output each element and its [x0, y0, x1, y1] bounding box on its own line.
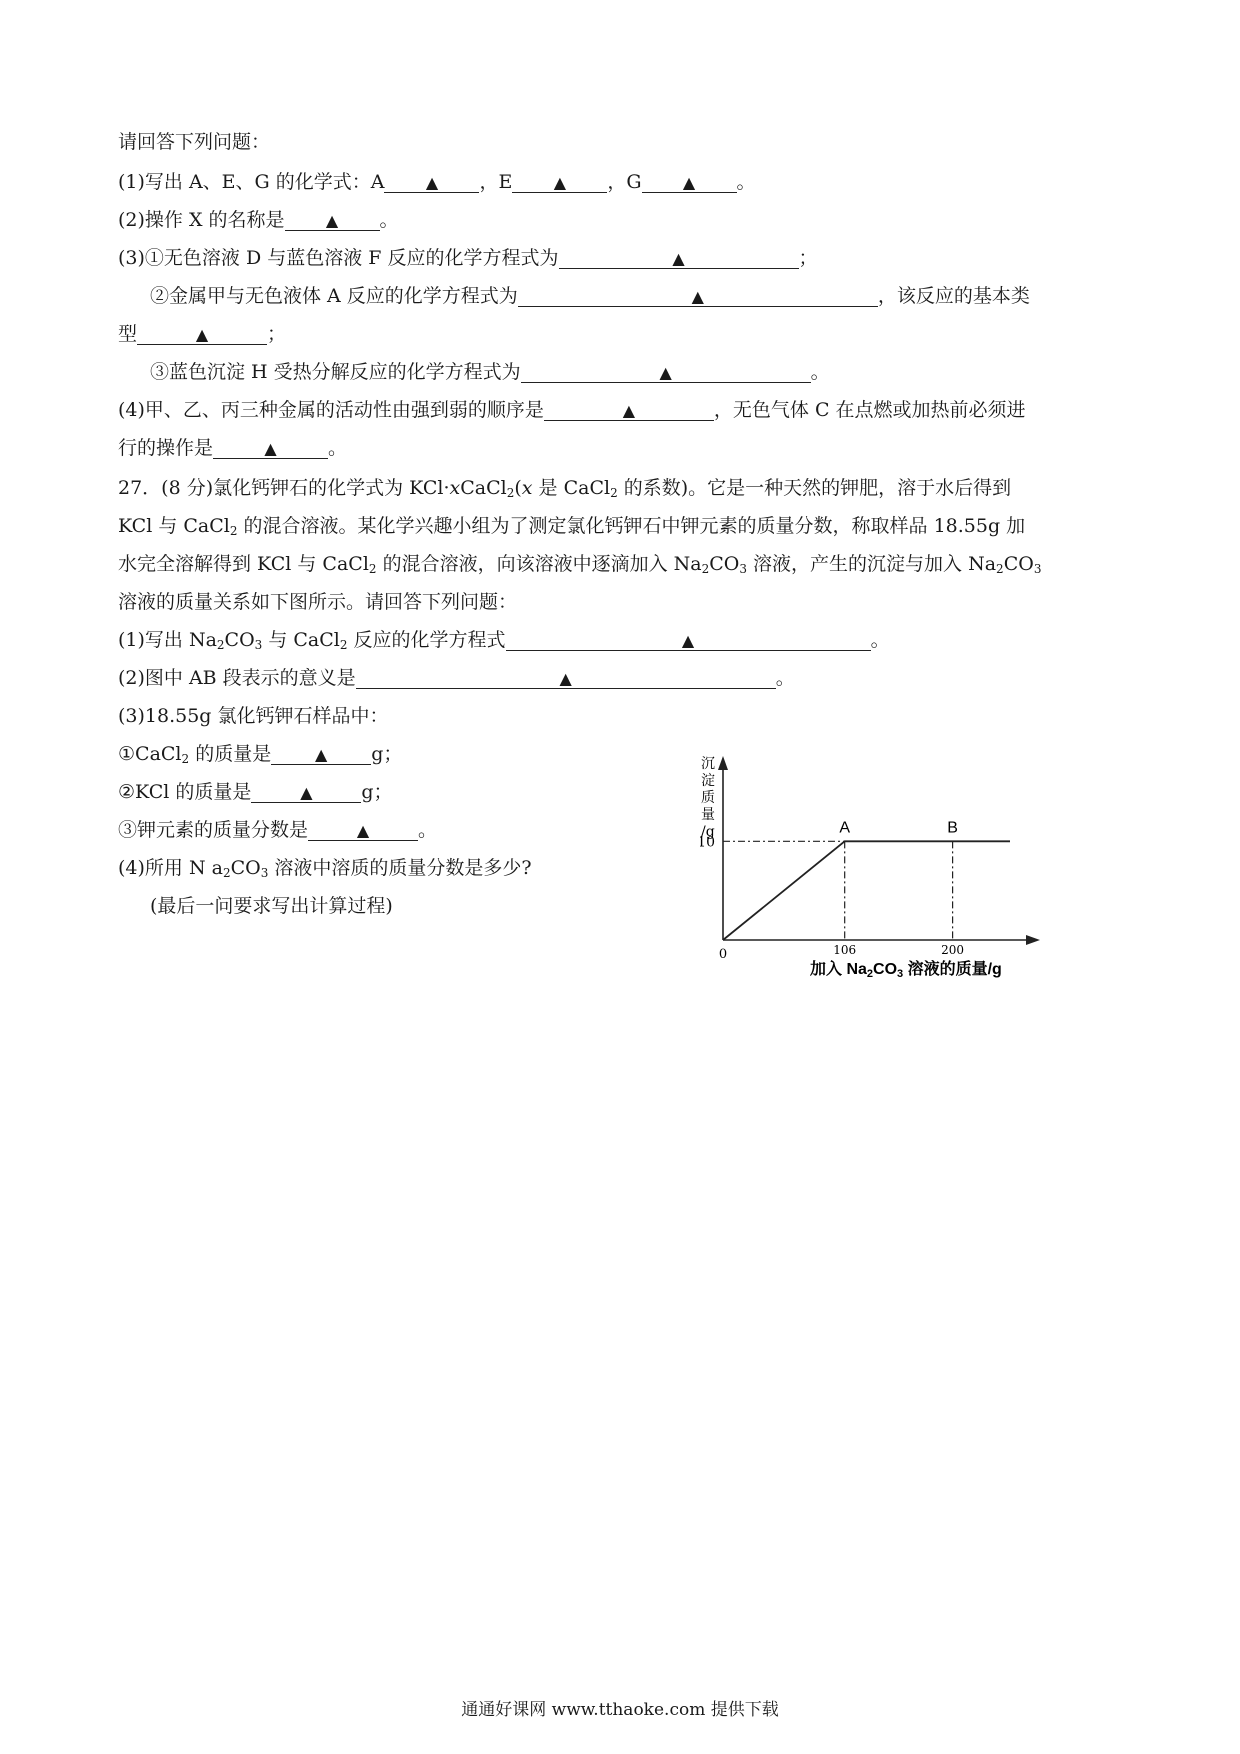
precipitate-mass-chart	[700, 752, 1050, 987]
y-axis-label-char: 量	[701, 807, 715, 823]
y-axis-label-char: 沉	[701, 756, 715, 772]
q27-part1: (1)写出 $Na_2CO_3$ 与 CaCl$_2$ 反应的化学方程式 ▲ 。	[118, 629, 890, 652]
y-tick-label-10: 10	[700, 834, 715, 851]
answer-blank[interactable]: ▲	[356, 666, 776, 689]
y-axis-label	[701, 756, 715, 840]
point-label-b: B	[947, 819, 958, 837]
q26-intro: 请回答下列问题：	[118, 131, 271, 153]
q26-part2: (2)操作 X 的名称是 ▲ 。	[118, 209, 399, 231]
q26-part3-1: (3)①无色溶液 D 与蓝色溶液 F 反应的化学方程式为 ▲ ；	[118, 247, 818, 269]
answer-blank[interactable]: ▲	[521, 360, 811, 383]
answer-blank[interactable]: ▲	[285, 208, 380, 231]
answer-blank[interactable]: ▲	[544, 398, 714, 421]
q27-part4: (4)所用 N $a_2CO_3$ 溶液中溶质的质量分数是多少?	[118, 857, 532, 880]
q26-part3-3: ③蓝色沉淀 H 受热分解反应的化学方程式为 ▲ 。	[150, 361, 830, 383]
q27-stem-line1: 27．(8 分)氯化钙钾石的化学式为 KCl·xCaCl$_2$(x 是 CaCl$_2$ 的系数)。它是一种天然的钾肥，溶于水后得到	[118, 477, 1012, 500]
q27-calc-note: (最后一问要求写出计算过程)	[150, 895, 393, 917]
answer-blank[interactable]: ▲	[271, 742, 371, 765]
answer-blank[interactable]: ▲	[137, 322, 267, 345]
answer-blank[interactable]: ▲	[506, 628, 871, 651]
x-axis-label: 加入 Na2CO3 溶液的质量/g	[810, 961, 1002, 980]
q26-part1: (1)写出 A、E、G 的化学式：A ▲ ，E ▲ ，G ▲ 。	[118, 171, 756, 193]
x-axis-arrow	[1026, 935, 1040, 945]
q27-part3-2: ②KCl 的质量是 ▲ g；	[118, 781, 393, 803]
q26-part4: (4)甲、乙、丙三种金属的活动性由强到弱的顺序是 ▲ ，无色气体 C 在点燃或加热前必须进	[118, 399, 1026, 421]
q26-part4b: 行的操作是 ▲ 。	[118, 437, 348, 459]
page-footer: 通通好课网 www.tthaoke.com 提供下载	[461, 1700, 779, 1720]
y-axis-label-char: /g	[701, 824, 715, 840]
y-axis-arrow	[718, 756, 728, 770]
origin-label: 0	[718, 947, 728, 962]
answer-blank[interactable]: ▲	[251, 780, 361, 803]
chart-svg	[700, 752, 1050, 982]
x-tick-label-106: 106	[833, 943, 857, 957]
q27-part2: (2)图中 AB 段表示的意义是 ▲ 。	[118, 667, 795, 689]
q27-part3-1: ①CaCl$_2$ 的质量是 ▲ g；	[118, 743, 403, 766]
q27-stem-line3: 水完全溶解得到 KCl 与 CaCl$_2$ 的混合溶液，向该溶液中逐滴加入 $Na_2CO_3$ 溶液，产生的沉淀与加入 $Na_2CO_3$	[118, 553, 1042, 576]
y-axis-label-char: 质	[701, 790, 715, 806]
q26-part3-2b: 型 ▲ ；	[118, 323, 287, 345]
data-series-line	[723, 841, 1010, 940]
point-label-a: A	[839, 819, 851, 837]
y-axis-label-char: 淀	[701, 773, 715, 789]
answer-blank[interactable]: ▲	[213, 436, 328, 459]
answer-blank[interactable]: ▲	[559, 246, 799, 269]
answer-blank[interactable]: ▲	[512, 170, 607, 193]
q27-stem-line4: 溶液的质量关系如下图所示。请回答下列问题：	[118, 591, 518, 613]
q26-part3-2: ②金属甲与无色液体 A 反应的化学方程式为 ▲ ，该反应的基本类	[150, 285, 1030, 307]
q27-stem-line2: KCl 与 CaCl$_2$ 的混合溶液。某化学兴趣小组为了测定氯化钙钾石中钾元素的质量分数，称取样品 18.55g 加	[118, 515, 1026, 538]
answer-blank[interactable]: ▲	[384, 170, 479, 193]
answer-blank[interactable]: ▲	[518, 284, 878, 307]
q27-part3-3: ③钾元素的质量分数是 ▲ 。	[118, 819, 438, 841]
answer-blank[interactable]: ▲	[308, 818, 418, 841]
q27-part3: (3)18.55g 氯化钙钾石样品中：	[118, 705, 389, 727]
answer-blank[interactable]: ▲	[642, 170, 737, 193]
x-tick-label-200: 200	[941, 943, 965, 957]
